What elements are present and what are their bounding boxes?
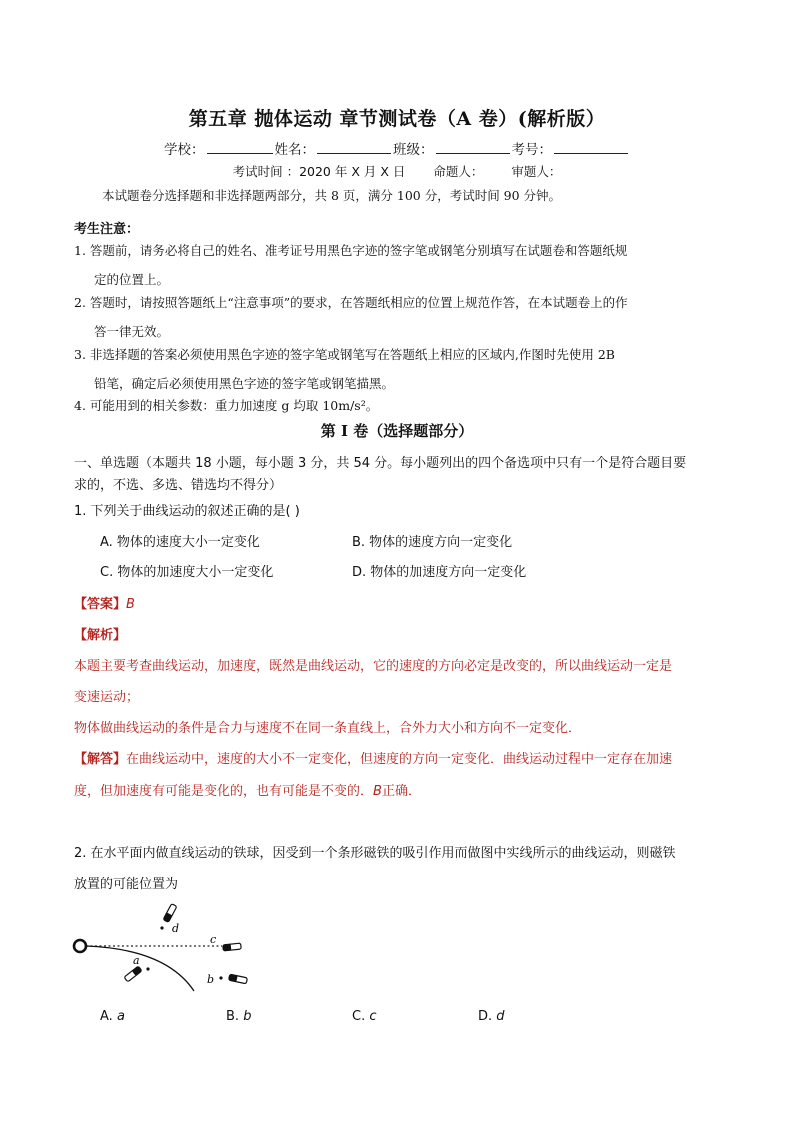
magnet-a <box>124 966 142 982</box>
solution-tag: 【解答】 <box>74 752 127 767</box>
notice-item-1-cont: 定的位置上。 <box>94 272 170 287</box>
magnet-c <box>223 943 242 951</box>
q2-option-b[interactable] <box>226 1009 251 1024</box>
q2-option-d[interactable] <box>478 1009 505 1024</box>
solution-line-1 <box>74 748 672 767</box>
notice-item-4: 4. 可能用到的相关参数：重力加速度 g 均取 10m/s²。 <box>74 398 379 413</box>
answer-value: B <box>126 597 135 612</box>
analysis-line-1: 本题主要考查曲线运动，加速度，既然是曲线运动，它的速度的方向必定是改变的，所以曲线运动一定是 <box>74 659 673 674</box>
label-c: c <box>210 933 217 946</box>
class-field[interactable] <box>436 141 510 154</box>
q2-option-b-label: B. <box>226 1009 244 1024</box>
q2-option-c[interactable] <box>352 1009 377 1024</box>
analysis-tag: 【解析】 <box>74 628 127 643</box>
point-b <box>219 976 222 979</box>
exam-meta-line <box>0 162 794 180</box>
point-a <box>146 967 149 970</box>
magnet-d <box>163 904 177 923</box>
q2-option-b-value: b <box>243 1009 252 1024</box>
page-title: 第五章 抛体运动 章节测试卷（A 卷）(解析版） <box>188 108 606 130</box>
q1-option-c[interactable]: C. 物体的加速度大小一定变化 <box>100 565 274 580</box>
part1-heading: 一、单选题（本题共 18 小题，每小题 3 分，共 54 分。每小题列出的四个备选项中只有一个是符合题目要 <box>74 456 687 471</box>
analysis-line-2: 变速运动； <box>74 690 140 705</box>
setter-label: 命题人： <box>433 164 484 179</box>
q2-option-c-label: C. <box>352 1009 370 1024</box>
label-b: b <box>207 973 215 986</box>
point-d <box>160 926 163 929</box>
answer-tag: 【答案】 <box>74 597 127 612</box>
label-a: a <box>133 954 140 967</box>
notice-heading: 考生注意： <box>74 222 140 237</box>
q2-option-c-value: c <box>369 1009 377 1024</box>
notice-item-2-cont: 答一律无效。 <box>94 324 170 339</box>
exam-time: 考试时间 ：2020 年 X 月 X 日 <box>232 164 406 179</box>
reviewer-label: 审题人： <box>511 164 562 179</box>
school-label: 学校： <box>164 142 205 158</box>
notice-item-2: 2. 答题时，请按照答题纸上“注意事项”的要求，在答题纸相应的位置上规范作答，在本试题卷上的作 <box>74 295 628 310</box>
analysis-line-3: 物体做曲线运动的条件是合力与速度不在同一条直线上，合外力大小和方向不一定变化． <box>74 721 582 736</box>
name-field[interactable] <box>317 141 391 154</box>
solution-text-2b: 正确． <box>381 784 421 799</box>
notice-item-1: 1. 答题前，请务必将自己的姓名、准考证号用黑色字迹的签字笔或钢笔分别填写在试题卷和答题纸规 <box>74 243 628 258</box>
q2-option-a-label: A. <box>100 1009 117 1024</box>
name-label: 姓名： <box>274 142 315 158</box>
q2-option-d-label: D. <box>478 1009 497 1024</box>
q1-option-a[interactable]: A. 物体的速度大小一定变化 <box>100 535 260 550</box>
label-d: d <box>172 922 180 935</box>
intro-text: 本试题卷分选择题和非选择题两部分，共 8 页，满分 100 分，考试时间 90 分钟。 <box>102 188 562 203</box>
solution-text-1: 在曲线运动中，速度的大小不一定变化，但速度的方向一定变化．曲线运动过程中一定存在加速 <box>126 752 673 767</box>
number-field[interactable] <box>554 141 628 154</box>
q1-stem: 1. 下列关于曲线运动的叙述正确的是( ) <box>74 504 300 519</box>
q2-option-a-value: a <box>116 1009 125 1024</box>
q2-stem-line-2: 放置的可能位置为 <box>74 877 179 892</box>
q1-option-d[interactable]: D. 物体的加速度方向一定变化 <box>352 565 527 580</box>
solution-text-2a: 度，但加速度有可能是变化的，也有可能是不变的． <box>74 784 374 799</box>
section-title: 第 I 卷（选择题部分） <box>320 422 474 440</box>
iron-ball <box>74 940 86 952</box>
school-field[interactable] <box>207 141 273 154</box>
solution-letter: B <box>373 784 382 799</box>
student-info-line <box>0 138 794 158</box>
q1-answer <box>74 593 135 612</box>
q2-option-a[interactable] <box>100 1009 125 1024</box>
notice-item-3: 3. 非选择题的答案必须使用黑色字迹的签字笔或钢笔写在答题纸上相应的区域内,作图时先使用 2B <box>74 347 615 362</box>
class-label: 班级： <box>393 142 434 158</box>
q1-option-b[interactable]: B. 物体的速度方向一定变化 <box>352 535 513 550</box>
q2-option-d-value: d <box>496 1009 505 1024</box>
notice-item-3-cont: 铅笔，确定后必须使用黑色字迹的签字笔或钢笔描黑。 <box>94 376 395 391</box>
q2-stem-line-1: 2. 在水平面内做直线运动的铁球，因受到一个条形磁铁的吸引作用而做图中实线所示的曲线运动，则磁铁 <box>74 846 676 861</box>
part1-heading-cont: 求的，不选、多选、错选均不得分） <box>74 478 283 493</box>
number-label: 考号： <box>511 142 552 158</box>
magnet-trajectory-figure <box>66 895 266 1000</box>
magnet-b <box>229 974 248 984</box>
solution-line-2 <box>74 780 421 799</box>
